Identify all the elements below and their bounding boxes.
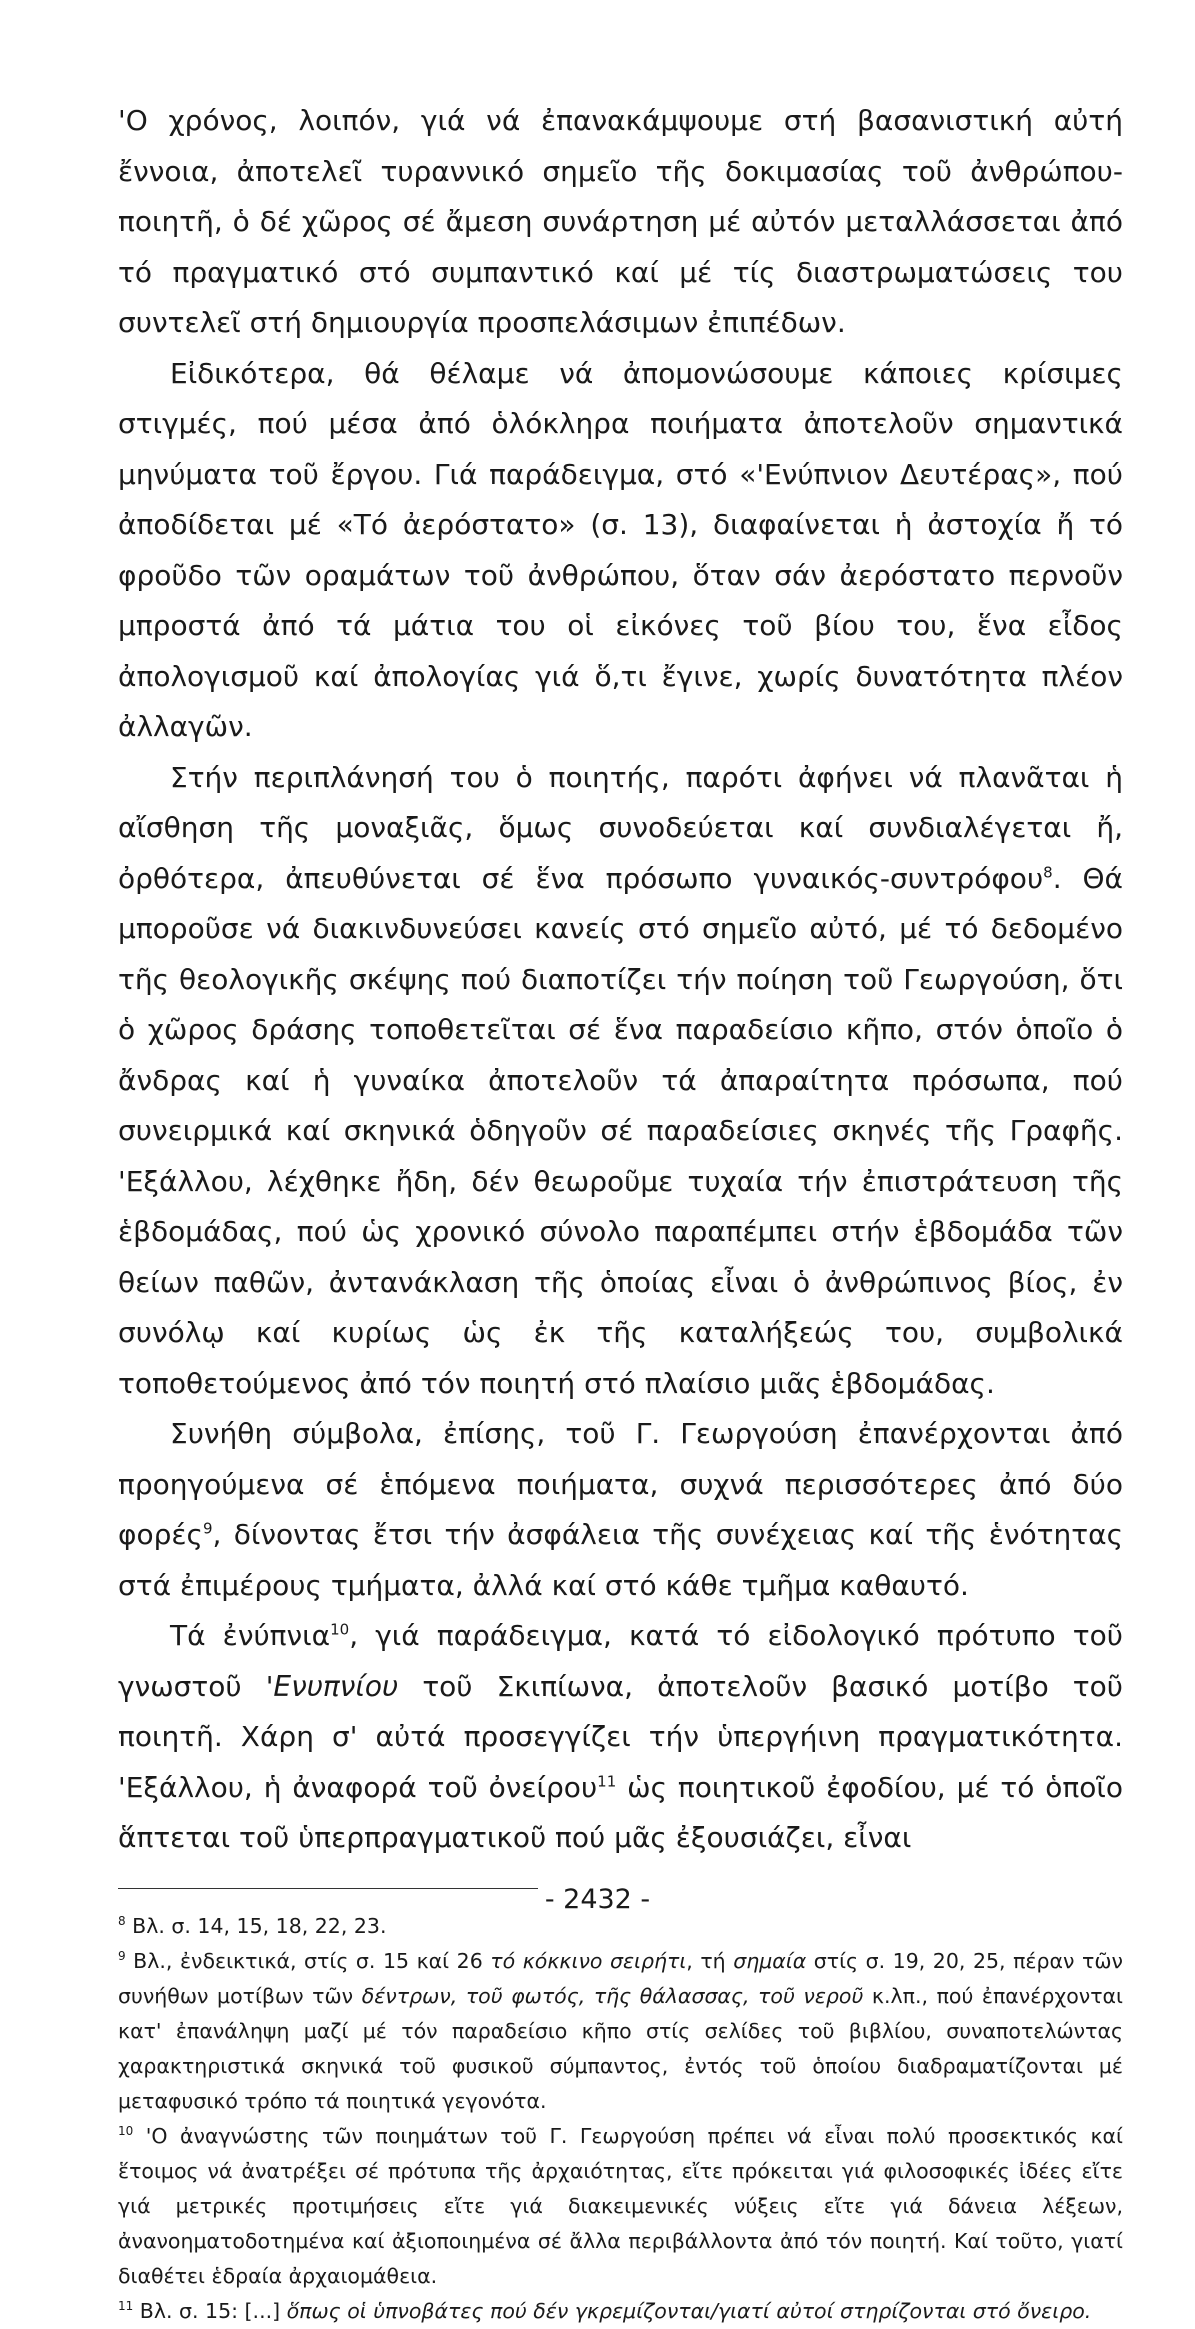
- footnotes: [118, 1909, 1123, 2329]
- footnote-10-text: 'Ο ἀναγνώστης τῶν ποιημάτων τοῦ Γ. Γεωργούση πρέπει νά εἶναι πολύ προσεκτικός καί ἕτοιμος νά ἀνατρέξει σέ πρότυπα τῆς ἀρχαιότητας, εἴτε πρόκειται γιά φιλοσοφικές ἰδέες εἴτε γιά μετρικές προτιμήσεις εἴτε γιά διακειμενικές νύξεις εἴτε γιά δάνεια λέξεων, ἀνανοηματοδοτημένα καί ἀξιοποιημένα σέ ἄλλα περιβάλλοντα ἀπό τόν ποιητή. Καί τοῦτο, γιατί διαθέτει ἑδραία ἀρχαιομάθεια.: [118, 2123, 1123, 2288]
- paragraph-5-text-c: τοῦ Σκιπίωνα, ἀποτελοῦν βασικό μοτίβο τοῦ ποιητῆ. Χάρη σ' αὐτά προσεγγίζει τήν ὑπεργήινη πραγματικότητα. 'Εξάλλου, ἡ ἀναφορά τοῦ ὀνείρου: [118, 1669, 1123, 1804]
- page-number: - 2432 -: [544, 1884, 651, 1915]
- footnote-11-text: Βλ. σ. 15: [...]: [133, 2298, 287, 2323]
- paragraph-3-text-a: Στήν περιπλάνησή του ὁ ποιητής, παρότι ἀφήνει νά πλανᾶται ἡ αἴσθηση τῆς μοναξιᾶς, ὅμως συνοδεύεται καί συνδιαλέγεται ἤ, ὀρθότερα, ἀπευθύνεται σέ ἕνα πρόσωπο γυναικός-συντρόφου: [118, 760, 1123, 895]
- footnote-ref-9[interactable]: 9: [202, 1519, 213, 1538]
- paragraph-4-text-b: , δίνοντας ἔτσι τήν ἀσφάλεια τῆς συνέχειας καί τῆς ἑνότητας στά ἐπιμέρους τμήματα, ἀλλά καί στό κάθε τμῆμα καθαυτό.: [118, 1518, 1123, 1602]
- footnote-11-italic-quote: ὅπως οἱ ὑπνοβάτες πού δέν γκρεμίζονται/γιατί αὐτοί στηρίζονται στό ὄνειρο.: [286, 2298, 1092, 2323]
- paragraph-4: [118, 1409, 1123, 1611]
- paragraph-5-text-b: , γιά παράδειγμα, κατά τό εἰδολογικό πρότυπο τοῦ γνωστοῦ: [118, 1619, 1123, 1703]
- footnote-11-number: 11: [118, 2298, 134, 2313]
- footnote-9: [118, 1944, 1123, 2119]
- footnote-9-italic-3: δέντρων, τοῦ φωτός, τῆς θάλασσας, τοῦ νεροῦ: [361, 1983, 864, 2008]
- paragraph-5-italic-title: 'Ενυπνίου: [265, 1669, 399, 1703]
- paragraph-3: [118, 753, 1123, 1410]
- footnote-9-number: 9: [118, 1948, 126, 1963]
- footnote-10-number: 10: [118, 2123, 134, 2138]
- footnote-9-italic-2: σημαία: [733, 1948, 807, 1973]
- footnote-9-text-a: Βλ., ἐνδεικτικά, στίς σ. 15 καί 26: [125, 1948, 491, 1973]
- footnote-8-number: 8: [118, 1913, 126, 1928]
- paragraph-2: Εἰδικότερα, θά θέλαμε νά ἀπομονώσουμε κάποιες κρίσιμες στιγμές, πού μέσα ἀπό ὁλόκληρα ποιήματα ἀποτελοῦν σημαντικά μηνύματα τοῦ ἔργου. Γιά παράδειγμα, στό «'Ενύπνιον Δευτέρας», πού ἀποδίδεται μέ «Τό ἀερόστατο» (σ. 13), διαφαίνεται ἡ ἀστοχία ἤ τό φροῦδο τῶν οραμάτων τοῦ ἀνθρώπου, ὅταν σάν ἀερόστατο περνοῦν μπροστά ἀπό τά μάτια του οἱ εἰκόνες τοῦ βίου του, ἕνα εἶδος ἀπολογισμοῦ καί ἀπολογίας γιά ὅ,τι ἔγινε, χωρίς δυνατότητα πλέον ἀλλαγῶν.: [118, 356, 1123, 743]
- paragraph-5-text-a: Τά ἐνύπνια: [170, 1619, 331, 1652]
- footnote-8-text: Βλ. σ. 14, 15, 18, 22, 23.: [125, 1913, 387, 1938]
- footnote-9-text-d: κ.λπ., πού ἐπανέρχονται κατ' ἐπανάληψη μαζί μέ τόν παραδείσιο κῆπο στίς σελίδες τοῦ βιβλίου, συναποτελώντας χαρακτηριστικά σκηνικά τοῦ φυσικοῦ σύμπαντος, ἐντός τοῦ ὁποίου διαδραματίζονται μέ μεταφυσικό τρόπο τά ποιητικά γεγονότα.: [118, 1983, 1123, 2113]
- paragraph-5: [118, 1611, 1123, 1864]
- footnote-ref-10[interactable]: 10: [330, 1620, 350, 1639]
- footnote-9-text-c: στίς σ. 19, 20, 25, πέραν τῶν συνήθων μοτίβων τῶν: [118, 1948, 1123, 2008]
- main-text: [118, 96, 1123, 1864]
- page-content: [118, 96, 1123, 2329]
- footnote-11: [118, 2294, 1123, 2329]
- paragraph-1: 'Ο χρόνος, λοιπόν, γιά νά ἐπανακάμψουμε στή βασανιστική αὐτή ἔννοια, ἀποτελεῖ τυραννικό σημεῖο τῆς δοκιμασίας τοῦ ἀνθρώπου-ποιητῆ, ὁ δέ χῶρος σέ ἄμεση συνάρτηση μέ αὐτόν μεταλλάσσεται ἀπό τό πραγματικό στό συμπαντικό καί μέ τίς διαστρωματώσεις του συντελεῖ στή δημιουργία προσπελάσιμων ἐπιπέδων.: [118, 104, 1123, 339]
- paragraph-3-text-b: . Θά μποροῦσε νά διακινδυνεύσει κανείς στό σημεῖο αὐτό, μέ τό δεδομένο τῆς θεολογικῆς σκέψης πού διαποτίζει τήν ποίηση τοῦ Γεωργούση, ὅτι ὁ χῶρος δράσης τοποθετεῖται σέ ἕνα παραδείσιο κῆπο, στόν ὁποῖο ὁ ἄνδρας καί ἡ γυναίκα ἀποτελοῦν τά ἀπαραίτητα πρόσωπα, πού συνειρμικά καί σκηνικά ὁδηγοῦν σέ παραδείσιες σκηνές τῆς Γραφῆς. 'Εξάλλου, λέχθηκε ἤδη, δέν θεωροῦμε τυχαία τήν ἐπιστράτευση τῆς ἑβδομάδας, πού ὡς χρονικό σύνολο παραπέμπει στήν ἑβδομάδα τῶν θείων παθῶν, ἀντανάκλαση τῆς ὁποίας εἶναι ὁ ἀνθρώπινος βίος, ἐν συνόλῳ καί κυρίως ὡς ἐκ τῆς καταλήξεώς του, συμβολικά τοποθετούμενος ἀπό τόν ποιητή στό πλαίσιο μιᾶς ἑβδομάδας.: [118, 861, 1123, 1400]
- footnote-10: [118, 2119, 1123, 2294]
- paragraph-5-text-d: ὡς ποιητικοῦ ἐφοδίου, μέ τό ὁποῖο ἅπτεται τοῦ ὑπερπραγματικοῦ πού μᾶς ἐξουσιάζει, εἶναι: [118, 1770, 1123, 1854]
- paragraph-4-text-a: Συνήθη σύμβολα, ἐπίσης, τοῦ Γ. Γεωργούση ἐπανέρχονται ἀπό προηγούμενα σέ ἑπόμενα ποιήματα, συχνά περισσότερες ἀπό δύο φορές: [118, 1417, 1123, 1551]
- footnote-9-italic-1: τό κόκκινο σειρήτι: [490, 1948, 687, 1973]
- footnote-ref-8[interactable]: 8: [1043, 863, 1053, 882]
- footnote-ref-11[interactable]: 11: [597, 1772, 617, 1791]
- footnote-9-text-b: , τή: [686, 1948, 734, 1973]
